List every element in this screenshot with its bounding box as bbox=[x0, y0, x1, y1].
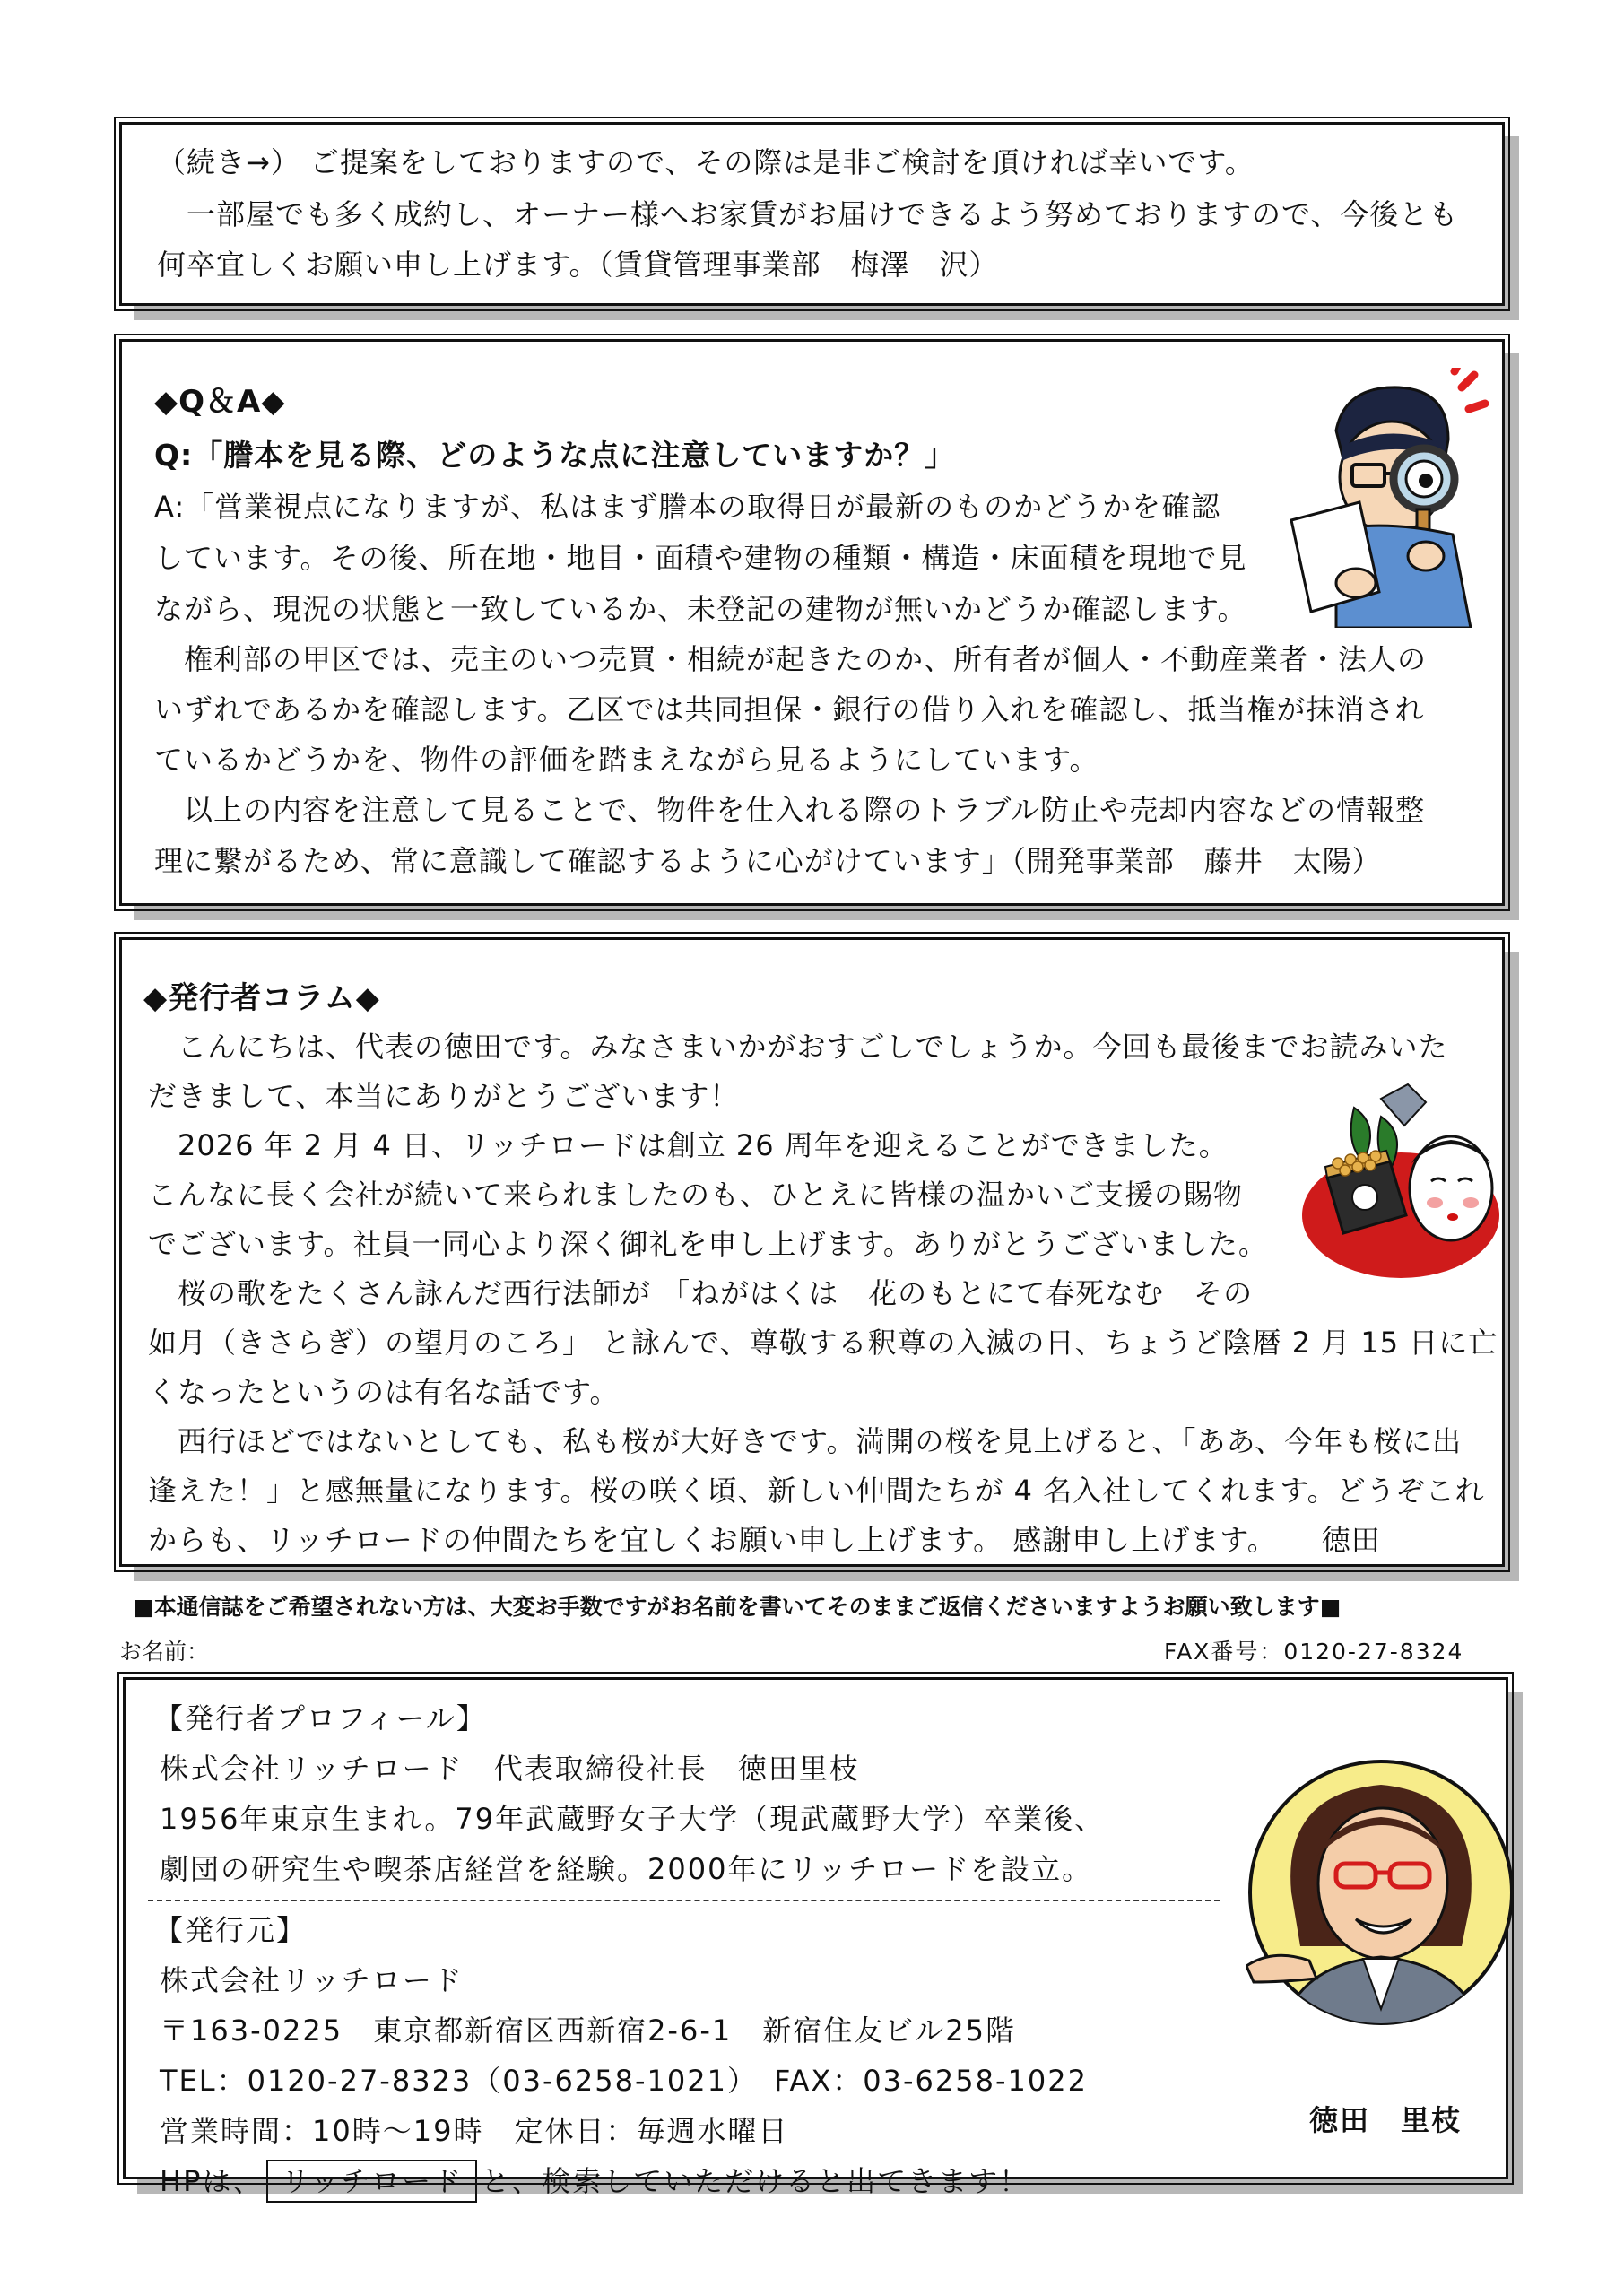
publisher-line: 株式会社リッチロード bbox=[160, 1963, 464, 1997]
column-line: からも、リッチロードの仲間たちを宜しくお願い申し上げます。 感謝申し上げます。 徳田 bbox=[148, 1523, 1381, 1557]
magnifying-glass-man-illustration bbox=[1282, 368, 1489, 628]
setsubun-mask-illustration bbox=[1300, 1081, 1507, 1283]
column-line: 桜の歌をたくさん詠んだ西行法師が 「ねがはくは 花のもとにて春死なむ その bbox=[148, 1276, 1254, 1310]
qa-answer-line: A:「営業視点になりますが、私はまず謄本の取得日が最新のものかどうかを確認 bbox=[154, 490, 1221, 524]
portrait-caption: 徳田 里枝 bbox=[1309, 2103, 1463, 2137]
profile-line: 劇団の研究生や喫茶店経営を経験。2000年にリッチロードを設立。 bbox=[160, 1852, 1093, 1886]
qa-answer-line: 理に繋がるため、常に意識して確認するように心がけています」（開発事業部 藤井 太陽） bbox=[154, 844, 1382, 878]
continued-line-3: 何卒宜しくお願い申し上げます。（賃貸管理事業部 梅澤 沢） bbox=[157, 248, 999, 282]
column-heading: ◆発行者コラム◆ bbox=[143, 980, 380, 1016]
publisher-hours: 営業時間：10時～19時 定休日：毎週水曜日 bbox=[160, 2114, 789, 2148]
profile-line: 1956年東京生まれ。79年武蔵野女子大学（現武蔵野大学）卒業後、 bbox=[160, 1802, 1106, 1836]
column-line: だきまして、本当にありがとうございます！ bbox=[148, 1079, 740, 1113]
qa-answer-line: 以上の内容を注意して見ることで、物件を仕入れる際のトラブル防止や売却内容などの情報整 bbox=[154, 793, 1426, 827]
qa-answer-line: ているかどうかを、物件の評価を踏まえながら見るようにしています。 bbox=[154, 743, 1099, 777]
profile-heading: 【発行者プロフィール】 bbox=[154, 1701, 487, 1735]
publisher-phone: TEL：0120-27-8323（03-6258-1021） FAX：03-6258-1022 bbox=[160, 2064, 1088, 2098]
continued-line-1: （続き→） ご提案をしておりますので、その際は是非ご検討を頂ければ幸いです。 bbox=[157, 145, 1255, 179]
hp-search-line bbox=[160, 2156, 1029, 2206]
section-divider bbox=[148, 1900, 1220, 1901]
qa-heading: ◆Q＆A◆ bbox=[154, 384, 286, 420]
publisher-heading: 【発行元】 bbox=[154, 1913, 308, 1947]
opt-out-notice: ■本通信誌をご希望されない方は、大変お手数ですがお名前を書いてそのままご返信くださいますようお願い致します■ bbox=[133, 1594, 1342, 1620]
fax-number: FAX番号：0120-27-8324 bbox=[1164, 1639, 1464, 1665]
column-line: 如月（きさらぎ）の望月のころ」 と詠んで、尊敬する釈尊の入滅の日、ちょうど陰暦 2 月 15 日に亡 bbox=[148, 1326, 1498, 1360]
column-line: 逢えた！」と感無量になります。桜の咲く頃、新しい仲間たちが 4 名入社してくれます。どうぞこれ bbox=[148, 1474, 1485, 1508]
hp-prefix: HPは、 bbox=[160, 2164, 264, 2198]
column-line: くなったというのは有名な話です。 bbox=[148, 1375, 620, 1409]
qa-answer-line: いずれであるかを確認します。乙区では共同担保・銀行の借り入れを確認し、抵当権が抹消され bbox=[154, 692, 1425, 726]
search-keyword-box: リッチロード bbox=[266, 2160, 477, 2203]
qa-question: Q:「謄本を見る際、どのような点に注意していますか？」 bbox=[154, 438, 956, 473]
author-portrait-illustration bbox=[1246, 1758, 1515, 2027]
column-line: でございます。社員一同心より深く御礼を申し上げます。ありがとうございました。 bbox=[148, 1227, 1268, 1261]
publisher-address: 〒163-0225 東京都新宿区西新宿2-6-1 新宿住友ビル25階 bbox=[160, 2013, 1016, 2048]
profile-line: 株式会社リッチロード 代表取締役社長 徳田里枝 bbox=[160, 1752, 860, 1786]
hp-suffix: と、検索していただけると出てきます！ bbox=[481, 2164, 1030, 2198]
qa-answer-line: ながら、現況の状態と一致しているか、未登記の建物が無いかどうか確認します。 bbox=[154, 592, 1247, 626]
column-line: こんなに長く会社が続いて来られましたのも、ひとえに皆様の温かいご支援の賜物 bbox=[148, 1178, 1244, 1212]
name-field-label: お名前： bbox=[119, 1639, 210, 1665]
column-line: 西行ほどではないとしても、私も桜が大好きです。満開の桜を見上げると、「ああ、今年も桜に出 bbox=[148, 1424, 1463, 1458]
continued-line-2: 一部屋でも多く成約し、オーナー様へお家賃がお届けできるよう努めておりますので、今後とも bbox=[157, 197, 1459, 231]
qa-answer-line: しています。その後、所在地・地目・面積や建物の種類・構造・床面積を現地で見 bbox=[154, 541, 1247, 575]
column-line: 2026 年 2 月 4 日、リッチロードは創立 26 周年を迎えることができました。 bbox=[148, 1128, 1229, 1162]
column-line: こんにちは、代表の徳田です。みなさまいかがおすごしでしょうか。今回も最後までお読みいた bbox=[148, 1030, 1448, 1064]
qa-answer-line: 権利部の甲区では、売主のいつ売買・相続が起きたのか、所有者が個人・不動産業者・法人の bbox=[154, 642, 1428, 676]
